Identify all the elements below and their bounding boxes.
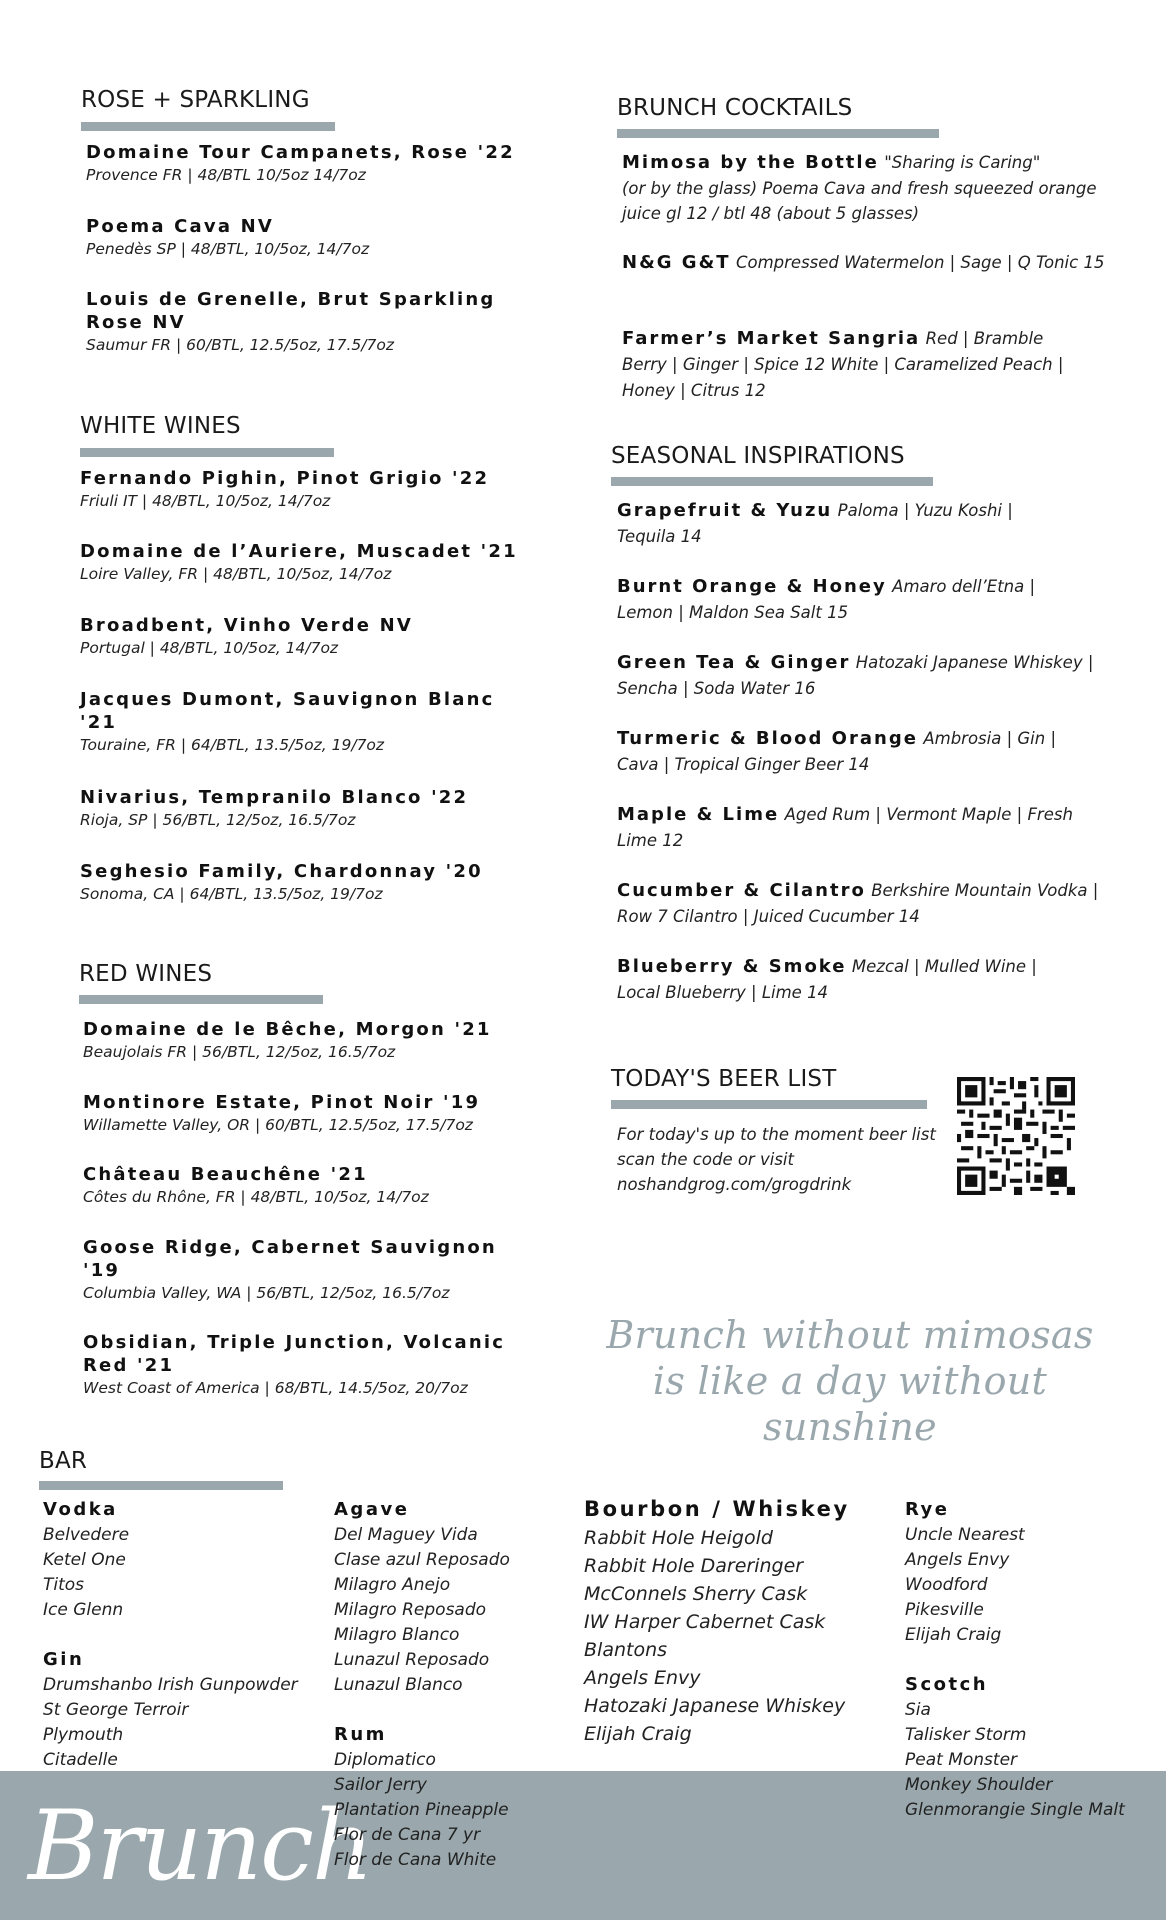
wine-item	[83, 1018, 523, 1063]
wine-name: Seghesio Family, Chardonnay '20	[80, 861, 483, 882]
list-item: Blantons	[584, 1639, 668, 1661]
cocktail-desc: Berkshire Mountain Vodka | Row 7 Cilantro | Juiced Cucumber 14	[617, 881, 1099, 926]
wine-detail: Columbia Valley, WA | 56/BTL, 12/5oz, 16.5/7oz	[83, 1284, 450, 1302]
wine-item	[80, 614, 520, 659]
wine-item	[80, 860, 520, 905]
wine-detail: West Coast of America | 68/BTL, 14.5/5oz, 20/7oz	[83, 1379, 468, 1397]
quote-line-1: Brunch without mimosas	[606, 1313, 1094, 1357]
list-item: Rabbit Hole Heigold	[584, 1527, 773, 1549]
cocktail-name: N&G G&T	[622, 252, 731, 273]
cocktail-name: Burnt Orange & Honey	[617, 576, 887, 597]
beer-info	[617, 1122, 937, 1197]
cocktail-name: Turmeric & Blood Orange	[617, 728, 918, 749]
wine-name: Fernando Pighin, Pinot Grigio '22	[80, 468, 490, 489]
bar-agave-column	[334, 1497, 554, 1873]
list-item: Milagro Reposado	[334, 1600, 487, 1620]
bar-vodka-column	[43, 1497, 303, 1773]
wine-item	[86, 141, 526, 186]
cocktail-item	[617, 574, 1057, 626]
cocktail-extra: (or by the glass) Poema Cava and fresh squeezed orange juice gl 12 / btl 48 (about 5 glasses)	[622, 179, 1097, 223]
wine-detail: Willamette Valley, OR | 60/BTL, 12.5/5oz, 17.5/7oz	[83, 1116, 473, 1134]
cocktail-name: Cucumber & Cilantro	[617, 880, 866, 901]
wine-detail: Beaujolais FR | 56/BTL, 12/5oz, 16.5/7oz	[83, 1043, 396, 1061]
list-item: St George Terroir	[43, 1700, 189, 1720]
list-item: Plantation Pineapple	[334, 1800, 509, 1820]
list-item: Monkey Shoulder	[905, 1775, 1053, 1795]
cocktail-item	[617, 878, 1107, 930]
cocktail-name: Green Tea & Ginger	[617, 652, 851, 673]
list-item: Milagro Anejo	[334, 1575, 451, 1595]
wine-name: Poema Cava NV	[86, 216, 275, 237]
bar-bourbon-column	[584, 1494, 884, 1748]
list-item: IW Harper Cabernet Cask	[584, 1611, 826, 1633]
list-item: Talisker Storm	[905, 1725, 1027, 1745]
list-item: Ice Glenn	[43, 1600, 124, 1620]
list-item: Glenmorangie Single Malt	[905, 1800, 1125, 1820]
bar-category-scotch: Scotch	[905, 1674, 989, 1695]
bar-category-vodka: Vodka	[43, 1499, 118, 1520]
cocktail-desc: Paloma | Yuzu Koshi | Tequila 14	[617, 501, 1013, 546]
list-item: Diplomatico	[334, 1750, 436, 1770]
bar-category-rye: Rye	[905, 1499, 950, 1520]
cocktail-item	[622, 326, 1092, 404]
list-item: Del Maguey Vida	[334, 1525, 478, 1545]
cocktail-item	[617, 650, 1107, 702]
wine-item	[83, 1236, 513, 1304]
list-item: Belvedere	[43, 1525, 130, 1545]
list-item: Hatozaki Japanese Whiskey	[584, 1695, 846, 1717]
list-item: Sailor Jerry	[334, 1775, 427, 1795]
list-item: Flor de Cana 7 yr	[334, 1825, 481, 1845]
list-item: Clase azul Reposado	[334, 1550, 510, 1570]
red-title-underline	[79, 995, 323, 1004]
white-section-title: WHITE WINES	[80, 413, 241, 439]
white-title-underline	[80, 448, 334, 457]
list-item: Rabbit Hole Dareringer	[584, 1555, 804, 1577]
cocktail-desc: Amaro dell’Etna | Lemon | Maldon Sea Salt 15	[617, 577, 1036, 622]
cocktail-item	[622, 250, 1112, 276]
list-item: Flor de Cana White	[334, 1850, 497, 1870]
wine-name: Domaine de le Bêche, Morgon '21	[83, 1019, 492, 1040]
list-item: Lunazul Blanco	[334, 1675, 463, 1695]
rose-title-underline	[81, 122, 335, 131]
wine-name: Montinore Estate, Pinot Noir '19	[83, 1092, 481, 1113]
cocktail-name: Grapefruit & Yuzu	[617, 500, 833, 521]
seasonal-section-title: SEASONAL INSPIRATIONS	[611, 443, 905, 469]
wine-detail: Côtes du Rhône, FR | 48/BTL, 10/5oz, 14/7oz	[83, 1188, 429, 1206]
list-item: Angels Envy	[584, 1667, 701, 1689]
wine-item	[86, 215, 526, 260]
wine-item	[83, 1163, 523, 1208]
list-item: Milagro Blanco	[334, 1625, 460, 1645]
beer-url-link[interactable]: noshandgrog.com/grogdrink	[617, 1175, 852, 1194]
list-item: Sia	[905, 1700, 931, 1720]
cocktail-desc: Ambrosia | Gin | Cava | Tropical Ginger Beer 14	[617, 729, 1057, 774]
wine-name: Domaine de l’Auriere, Muscadet '21	[80, 541, 518, 562]
cocktail-name: Maple & Lime	[617, 804, 780, 825]
cocktail-name: Mimosa by the Bottle	[622, 152, 879, 173]
wine-detail: Touraine, FR | 64/BTL, 13.5/5oz, 19/7oz	[80, 736, 385, 754]
tagline-quote	[590, 1312, 1110, 1450]
bar-category-bourbon: Bourbon / Whiskey	[584, 1497, 850, 1521]
wine-item	[86, 288, 516, 356]
wine-detail: Provence FR | 48/BTL 10/5oz 14/7oz	[86, 166, 366, 184]
cocktail-desc: Mezcal | Mulled Wine | Local Blueberry | Lime 14	[617, 957, 1037, 1002]
bar-title-underline	[39, 1481, 283, 1490]
wine-name: Goose Ridge, Cabernet Sauvignon '19	[83, 1237, 497, 1281]
list-item: Peat Monster	[905, 1750, 1018, 1770]
list-item: Pikesville	[905, 1600, 984, 1620]
wine-name: Château Beauchêne '21	[83, 1164, 368, 1185]
cocktail-item	[617, 726, 1087, 778]
wine-item	[83, 1331, 523, 1399]
cocktail-desc: Compressed Watermelon | Sage | Q Tonic 15	[735, 253, 1105, 272]
wine-detail: Friuli IT | 48/BTL, 10/5oz, 14/7oz	[80, 492, 331, 510]
cocktail-item	[617, 954, 1077, 1006]
cocktail-desc: Red | Bramble Berry | Ginger | Spice 12 White | Caramelized Peach | Honey | Citrus 12	[622, 329, 1064, 400]
cocktail-item	[617, 498, 1047, 550]
seasonal-title-underline	[611, 477, 933, 486]
list-item: Angels Envy	[905, 1550, 1010, 1570]
cocktail-item	[617, 802, 1107, 854]
brand-logo: Brunch	[28, 1790, 372, 1902]
red-section-title: RED WINES	[79, 961, 213, 987]
list-item: McConnels Sherry Cask	[584, 1583, 808, 1605]
cocktail-name: Farmer’s Market Sangria	[622, 328, 921, 349]
wine-name: Domaine Tour Campanets, Rose '22	[86, 142, 515, 163]
list-item: Lunazul Reposado	[334, 1650, 490, 1670]
wine-item	[80, 540, 540, 585]
wine-item	[80, 688, 510, 756]
list-item: Elijah Craig	[905, 1625, 1002, 1645]
beer-line-1: For today's up to the moment beer list	[617, 1125, 936, 1144]
wine-name: Jacques Dumont, Sauvignon Blanc '21	[80, 689, 495, 733]
wine-detail: Sonoma, CA | 64/BTL, 13.5/5oz, 19/7oz	[80, 885, 383, 903]
quote-line-2: is like a day without sunshine	[652, 1359, 1048, 1449]
list-item: Titos	[43, 1575, 85, 1595]
bar-category-rum: Rum	[334, 1724, 387, 1745]
wine-name: Nivarius, Tempranilo Blanco '22	[80, 787, 469, 808]
wine-detail: Saumur FR | 60/BTL, 12.5/5oz, 17.5/7oz	[86, 336, 394, 354]
wine-name: Broadbent, Vinho Verde NV	[80, 615, 414, 636]
list-item: Citadelle	[43, 1750, 118, 1770]
wine-item	[83, 1091, 543, 1136]
wine-detail: Portugal | 48/BTL, 10/5oz, 14/7oz	[80, 639, 339, 657]
wine-item	[80, 786, 520, 831]
wine-item	[80, 467, 520, 512]
wine-detail: Rioja, SP | 56/BTL, 12/5oz, 16.5/7oz	[80, 811, 356, 829]
wine-detail: Penedès SP | 48/BTL, 10/5oz, 14/7oz	[86, 240, 370, 258]
bar-category-agave: Agave	[334, 1499, 410, 1520]
list-item: Ketel One	[43, 1550, 126, 1570]
list-item: Elijah Craig	[584, 1723, 692, 1745]
cocktail-item	[622, 150, 1102, 226]
cocktail-name: Blueberry & Smoke	[617, 956, 847, 977]
wine-name: Obsidian, Triple Junction, Volcanic Red '21	[83, 1332, 506, 1376]
rose-section-title: ROSE + SPARKLING	[81, 87, 310, 113]
wine-name: Louis de Grenelle, Brut Sparkling Rose NV	[86, 289, 496, 333]
bar-rye-column	[905, 1497, 1155, 1823]
list-item: Woodford	[905, 1575, 988, 1595]
qr-code-icon[interactable]	[957, 1077, 1075, 1195]
bar-section-title: BAR	[39, 1448, 88, 1474]
list-item: Plymouth	[43, 1725, 124, 1745]
cocktail-desc: Aged Rum | Vermont Maple | Fresh Lime 12	[617, 805, 1073, 850]
brunch-section-title: BRUNCH COCKTAILS	[617, 95, 853, 121]
beer-title-underline	[611, 1100, 927, 1109]
bar-category-gin: Gin	[43, 1649, 85, 1670]
beer-section-title: TODAY'S BEER LIST	[611, 1066, 837, 1092]
beer-line-2: scan the code or visit	[617, 1150, 794, 1169]
list-item: Drumshanbo Irish Gunpowder	[43, 1675, 298, 1695]
wine-detail: Loire Valley, FR | 48/BTL, 10/5oz, 14/7oz	[80, 565, 392, 583]
cocktail-desc: Hatozaki Japanese Whiskey | Sencha | Soda Water 16	[617, 653, 1094, 698]
brunch-title-underline	[617, 129, 939, 138]
list-item: Uncle Nearest	[905, 1525, 1025, 1545]
cocktail-desc: "Sharing is Caring"	[884, 153, 1041, 172]
